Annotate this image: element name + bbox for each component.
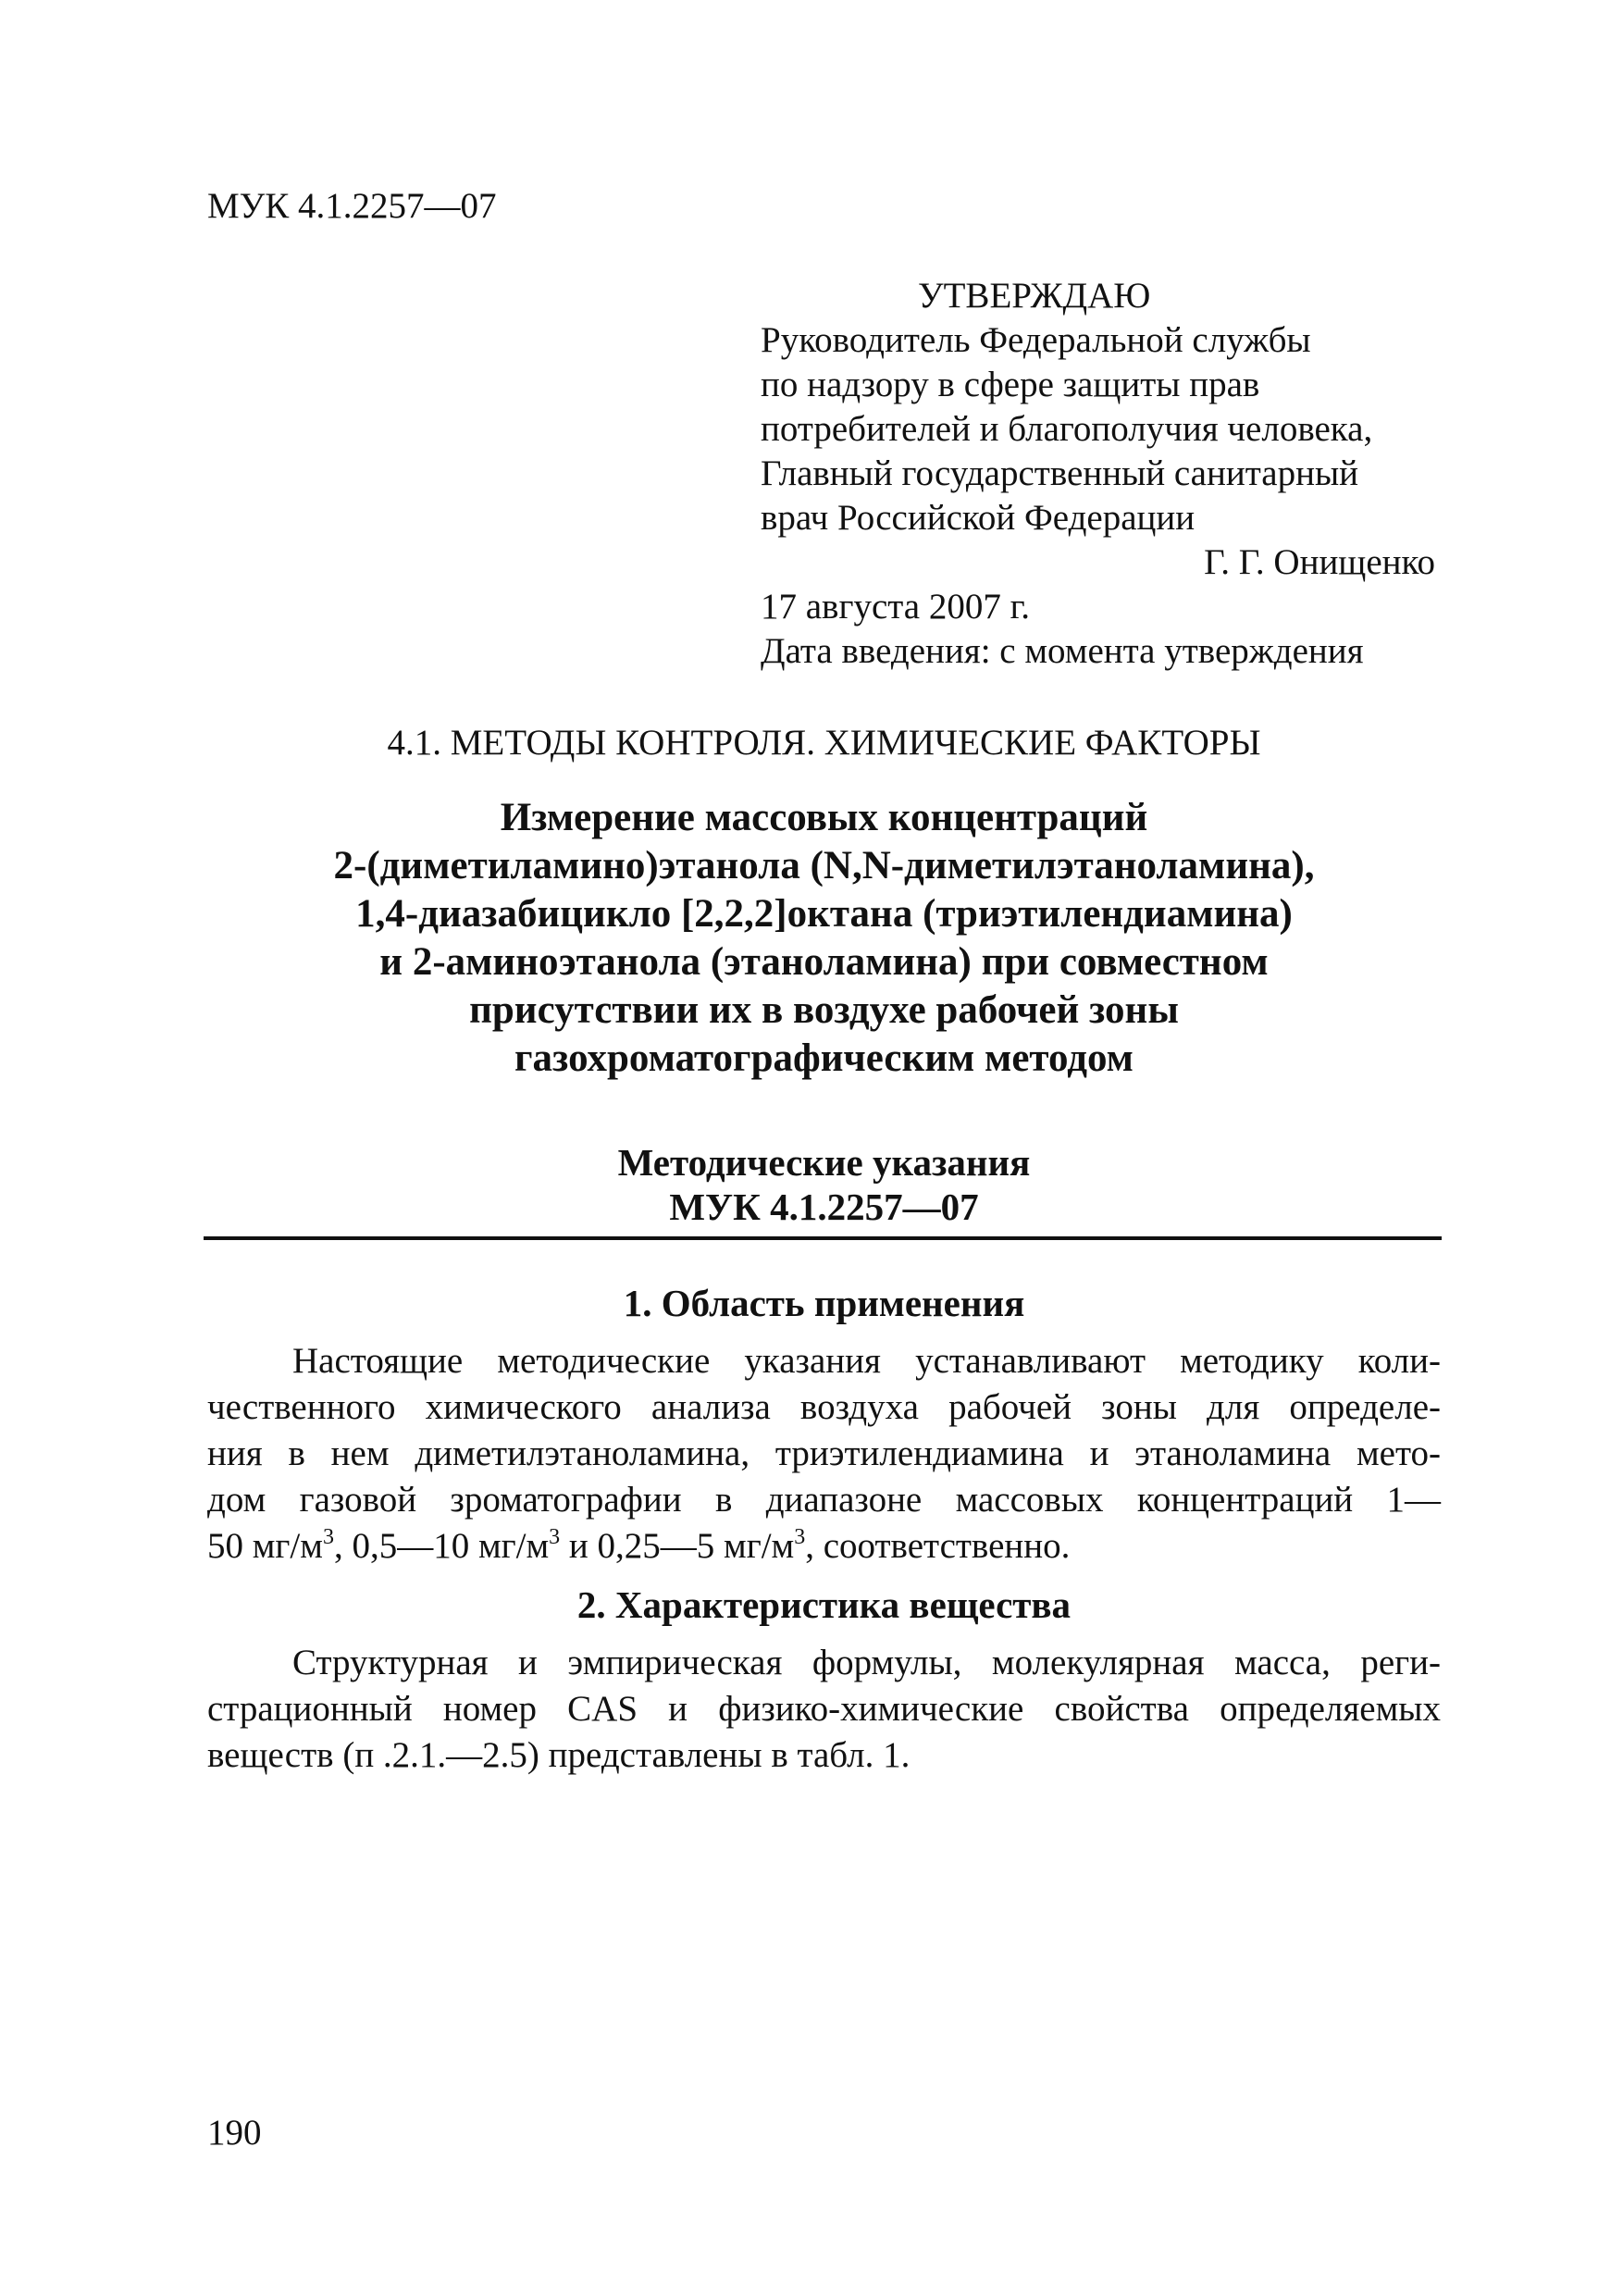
section-heading-scope: 1. Область применения xyxy=(623,1282,1025,1324)
document-code-header: МУК 4.1.2257—07 xyxy=(207,186,497,226)
section-substance-paragraph xyxy=(207,1640,1441,1779)
text-fragment: 50 мг/м xyxy=(207,1526,323,1566)
document-title xyxy=(207,794,1441,1083)
document-type-code: МУК 4.1.2257—07 xyxy=(669,1185,979,1228)
document-type xyxy=(207,1140,1441,1229)
approval-line: Руководитель Федеральной службы xyxy=(761,320,1311,360)
approval-date: 17 августа 2007 г. xyxy=(761,587,1030,627)
document-kind: Методические указания xyxy=(617,1141,1031,1184)
title-line: 2-(диметиламино)этанола (N,N-диметилэтаноламина), xyxy=(333,844,1315,887)
superscript: 3 xyxy=(549,1525,561,1549)
paragraph-line: дом газовой зроматографии в диапазоне массовых концентраций 1— xyxy=(207,1480,1441,1520)
approval-title: УТВЕРЖДАЮ xyxy=(918,276,1151,316)
title-line: и 2-аминоэтанола (этаноламина) при совместном xyxy=(379,940,1269,984)
superscript: 3 xyxy=(322,1525,334,1549)
title-line: Измерение массовых концентраций xyxy=(500,796,1148,839)
text-fragment: и 0,25—5 мг/м xyxy=(560,1526,795,1566)
approval-line: по надзору в сфере защиты прав xyxy=(761,365,1260,404)
effective-date: Дата введения: с момента утверждения xyxy=(761,631,1364,671)
paragraph-line-concentrations xyxy=(207,1523,1441,1570)
paragraph-line: страционный номер CAS и физико-химические свойства определяемых xyxy=(207,1689,1441,1729)
category-heading: 4.1. МЕТОДЫ КОНТРОЛЯ. ХИМИЧЕСКИЕ ФАКТОРЫ xyxy=(387,723,1261,763)
paragraph-line: веществ (п .2.1.—2.5) представлены в табл. 1. xyxy=(207,1735,911,1775)
page-number: 190 xyxy=(207,2113,262,2153)
title-line: газохроматографическим методом xyxy=(514,1036,1134,1080)
approval-signer: Г. Г. Онищенко xyxy=(1204,542,1435,582)
title-line: присутствии их в воздухе рабочей зоны xyxy=(469,988,1179,1032)
horizontal-rule xyxy=(204,1236,1442,1240)
approval-line: потребителей и благополучия человека, xyxy=(761,409,1373,449)
paragraph-line: Настоящие методические указания устанавливают методику коли- xyxy=(292,1341,1441,1381)
approval-line: врач Российской Федерации xyxy=(761,498,1196,538)
superscript: 3 xyxy=(794,1525,806,1549)
paragraph-line: Структурная и эмпирическая формулы, молекулярная масса, реги- xyxy=(292,1643,1441,1682)
text-fragment: , соответственно. xyxy=(805,1526,1071,1566)
text-fragment: , 0,5—10 мг/м xyxy=(333,1526,550,1566)
paragraph-line: чественного химического анализа воздуха рабочей зоны для определе- xyxy=(207,1387,1441,1427)
section-heading-substance: 2. Характеристика вещества xyxy=(576,1583,1072,1626)
approval-block xyxy=(761,274,1441,674)
section-scope-paragraph xyxy=(207,1338,1441,1570)
title-line: 1,4-диазабицикло [2,2,2]октана (триэтилендиамина) xyxy=(355,892,1293,936)
approval-line: Главный государственный санитарный xyxy=(761,453,1359,493)
paragraph-line: ния в нем диметилэтаноламина, триэтилендиамина и этаноламина мето- xyxy=(207,1433,1441,1473)
